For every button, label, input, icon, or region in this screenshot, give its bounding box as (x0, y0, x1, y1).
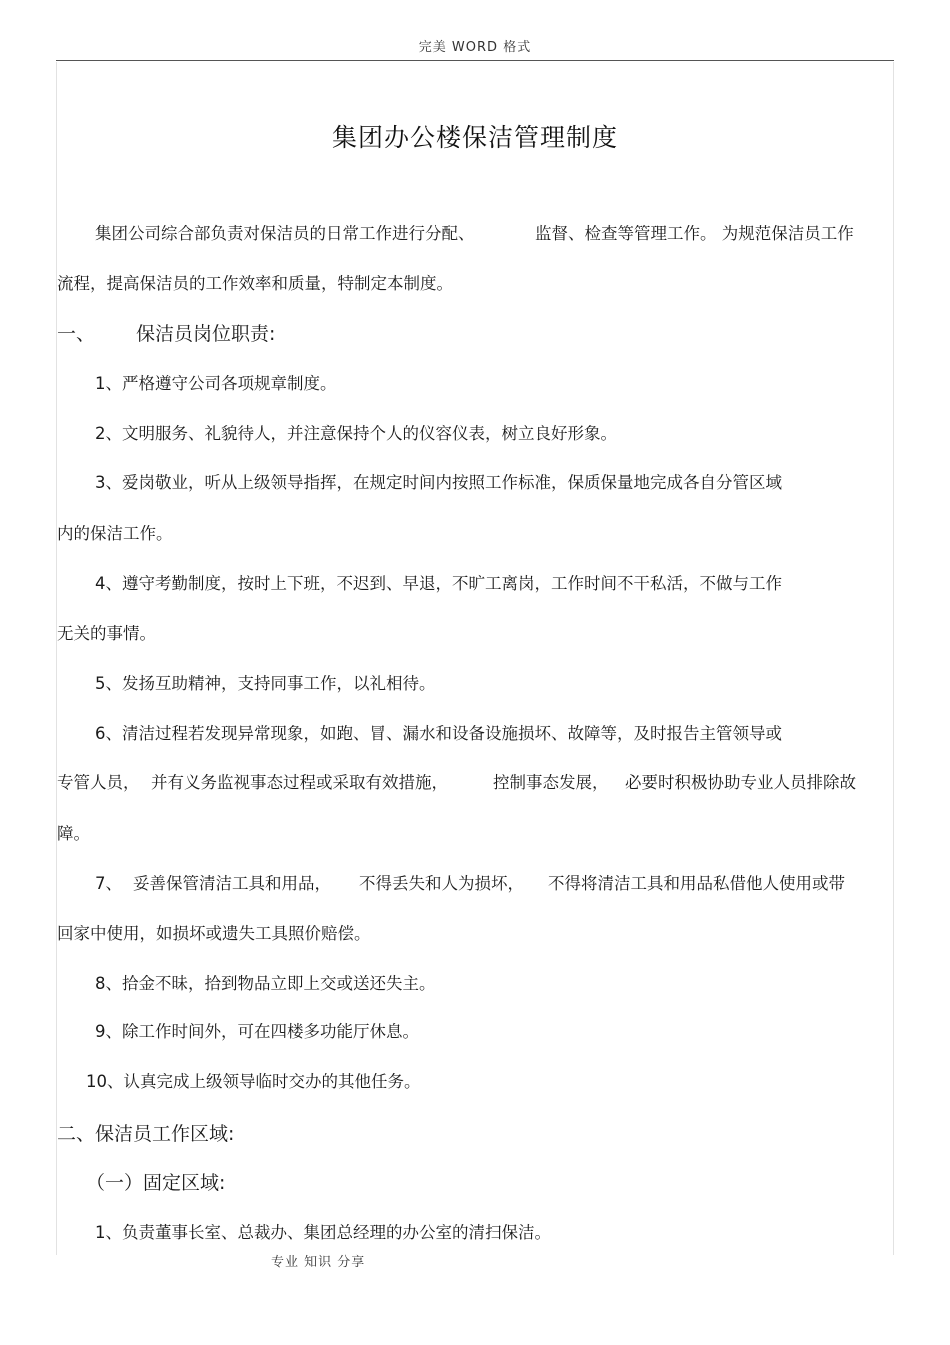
duty-item-6-line-3: 障。 (57, 824, 90, 843)
duty-item-6-line-2b: 并有义务监视事态过程或采取有效措施， (151, 773, 448, 792)
section-2-sub-heading: （一）固定区域: (86, 1172, 226, 1194)
duty-item-3-line-2: 内的保洁工作。 (57, 524, 173, 543)
intro-line-2: 流程，提高保洁员的工作效率和质量，特制定本制度。 (57, 274, 453, 293)
page-header: 完美 WORD 格式 (418, 40, 532, 55)
duty-item-4-line-1: 4、遵守考勤制度，按时上下班，不迟到、早退，不旷工离岗，工作时间不干私活，不做与工作 (95, 574, 782, 593)
duty-item-2: 2、文明服务、礼貌待人，并注意保持个人的仪容仪表，树立良好形象。 (95, 424, 617, 443)
duty-item-1: 1、严格遵守公司各项规章制度。 (95, 374, 337, 393)
duty-item-4-line-2: 无关的事情。 (57, 624, 156, 643)
duty-item-8: 8、拾金不昧，拾到物品立即上交或送还失主。 (95, 974, 436, 993)
duty-item-6-line-2c: 控制事态发展， (493, 773, 609, 792)
section-1-number: 一、 (57, 323, 96, 345)
page-border-right (893, 62, 894, 1255)
duty-item-7-line-1d: 不得将清洁工具和用品私借他人使用或带 (548, 874, 845, 893)
page-border-left (56, 62, 57, 1255)
intro-line-1a: 集团公司综合部负责对保洁员的日常工作进行分配、 (95, 224, 475, 243)
duty-item-9: 9、除工作时间外，可在四楼多功能厅休息。 (95, 1022, 419, 1041)
duty-item-6-line-2d: 必要时积极协助专业人员排除故 (625, 773, 856, 792)
intro-line-1b: 监督、检查等管理工作。 为规范保洁员工作 (535, 224, 854, 243)
page-footer: 专业 知识 分享 (271, 1255, 366, 1270)
duty-item-3-line-1: 3、爱岗敬业，听从上级领导指挥，在规定时间内按照工作标准，保质保量地完成各自分管区域 (95, 473, 782, 492)
duty-item-7-line-1b: 妥善保管清洁工具和用品， (133, 874, 331, 893)
duty-item-7-line-1a: 7、 (95, 874, 122, 893)
section-1-heading: 保洁员岗位职责: (136, 323, 276, 345)
duty-item-7-line-2: 回家中使用，如损坏或遗失工具照价赔偿。 (57, 924, 371, 943)
header-divider (56, 60, 894, 61)
section-2-heading: 二、保洁员工作区域: (57, 1123, 235, 1145)
duty-item-7-line-1c: 不得丢失和人为损坏， (359, 874, 524, 893)
document-title: 集团办公楼保洁管理制度 (331, 123, 618, 152)
duty-item-10: 10、认真完成上级领导临时交办的其他任务。 (86, 1072, 421, 1091)
area-item-1: 1、负责董事长室、总裁办、集团总经理的办公室的清扫保洁。 (95, 1223, 551, 1242)
duty-item-5: 5、发扬互助精神，支持同事工作，以礼相待。 (95, 674, 436, 693)
duty-item-6-line-1: 6、清洁过程若发现异常现象，如跑、冒、漏水和设备设施损坏、故障等，及时报告主管领导或 (95, 724, 782, 743)
duty-item-6-line-2a: 专管人员， (57, 773, 140, 792)
